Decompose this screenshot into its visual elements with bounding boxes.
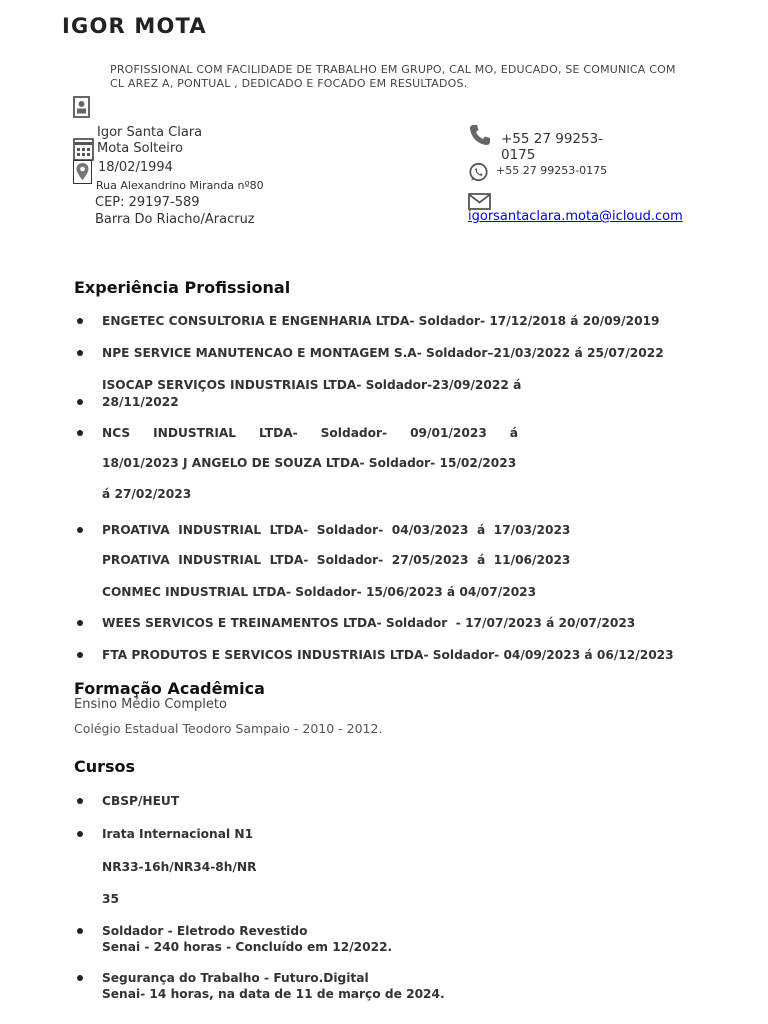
bullet — [77, 350, 83, 356]
job-entry-3-line-2: 28/11/2022 — [102, 395, 179, 409]
job-entry-4-line-1 — [102, 426, 518, 440]
phone-number — [501, 131, 603, 163]
job-entry-7: FTA PRODUTOS E SERVICOS INDUSTRIAIS LTDA- Soldador- 04/09/2023 á 06/12/2023 — [102, 648, 674, 662]
course-4-line-2: Senai- 14 horas, na data de 11 de março de 2024. — [102, 987, 445, 1001]
street-address: Rua Alexandrino Miranda nº80 — [96, 179, 264, 192]
course-2-line-3: 35 — [102, 892, 119, 906]
course-1: CBSP/HEUT — [102, 794, 180, 808]
job-4-word: NCS — [102, 426, 131, 440]
bullet — [77, 318, 83, 324]
course-3-line-2: Senai - 240 horas - Concluído em 12/2022. — [102, 940, 393, 954]
course-4-line-1: Segurança do Trabalho - Futuro.Digital — [102, 971, 369, 985]
job-4-word: 09/01/2023 — [410, 426, 487, 440]
education-school: Colégio Estadual Teodoro Sampaio - 2010 - 2012. — [74, 721, 383, 736]
bullet — [77, 527, 83, 533]
whatsapp-icon — [468, 162, 489, 187]
email-link[interactable]: igorsantaclara.mota@icloud.com — [468, 209, 683, 224]
job-4-word: LTDA- — [259, 426, 298, 440]
job-4-word: á — [509, 426, 518, 440]
course-2-line-1: Irata Internacional N1 — [102, 827, 254, 841]
full-name-line-1: Igor Santa Clara — [97, 125, 203, 140]
education-heading: Formação Acadêmica — [74, 679, 265, 698]
job-entry-5-line-1: PROATIVA INDUSTRIAL LTDA- Soldador- 04/03/2023 á 17/03/2023 — [102, 523, 571, 537]
full-name — [97, 125, 202, 157]
bullet — [77, 928, 83, 934]
job-entry-4-line-2: 18/01/2023 J ANGELO DE SOUZA LTDA- Soldador- 15/02/2023 — [102, 456, 517, 470]
bullet — [77, 399, 83, 405]
postal-code: CEP: 29197-589 — [95, 195, 200, 210]
job-entry-1: ENGETEC CONSULTORIA E ENGENHARIA LTDA- Soldador- 17/12/2018 á 20/09/2019 — [102, 314, 660, 328]
birth-date: 18/02/1994 — [98, 160, 173, 175]
job-entry-6: WEES SERVICOS E TREINAMENTOS LTDA- Soldador - 17/07/2023 á 20/07/2023 — [102, 616, 636, 630]
location-pin-icon — [73, 160, 92, 188]
course-2-line-2: NR33-16h/NR34-8h/NR — [102, 860, 257, 874]
experience-heading: Experiência Profissional — [74, 278, 291, 297]
job-4-word: INDUSTRIAL — [153, 426, 237, 440]
professional-summary — [110, 63, 710, 91]
job-entry-4-line-3: á 27/02/2023 — [102, 487, 192, 501]
resume-name: IGOR MOTA — [62, 14, 207, 38]
job-entry-5-line-2: PROATIVA INDUSTRIAL LTDA- Soldador- 27/05/2023 á 11/06/2023 — [102, 553, 571, 567]
job-entry-3-line-1: ISOCAP SERVIÇOS INDUSTRIAIS LTDA- Soldador-23/09/2022 á — [102, 378, 522, 392]
job-entry-5-line-3: CONMEC INDUSTRIAL LTDA- Soldador- 15/06/2023 á 04/07/2023 — [102, 585, 537, 599]
bullet — [77, 652, 83, 658]
city: Barra Do Riacho/Aracruz — [95, 212, 255, 227]
phone-icon — [468, 123, 492, 151]
course-3-line-1: Soldador - Eletrodo Revestido — [102, 924, 308, 938]
summary-line-1: PROFISSIONAL COM FACILIDADE DE TRABALHO EM GRUPO, CAL MO, EDUCADO, SE COMUNICA COM — [110, 63, 676, 76]
phone-number-line-2: 0175 — [501, 147, 536, 163]
courses-heading: Cursos — [74, 757, 136, 776]
id-card-icon — [73, 96, 90, 122]
full-name-line-2: Mota Solteiro — [97, 141, 183, 156]
whatsapp-number: +55 27 99253-0175 — [496, 164, 608, 177]
job-entry-2: NPE SERVICE MANUTENCAO E MONTAGEM S.A- Soldador–21/03/2022 á 25/07/2022 — [102, 346, 664, 360]
bullet — [77, 430, 83, 436]
job-4-word: Soldador- — [320, 426, 388, 440]
bullet — [77, 798, 83, 804]
education-level: Ensino Médio Completo — [74, 697, 227, 712]
summary-line-2: CL AREZ A, PONTUAL , DEDICADO E FOCADO EM RESULTADOS. — [110, 77, 468, 90]
bullet — [77, 620, 83, 626]
bullet — [77, 831, 83, 837]
bullet — [77, 975, 83, 981]
phone-number-line-1: +55 27 99253- — [501, 131, 604, 147]
